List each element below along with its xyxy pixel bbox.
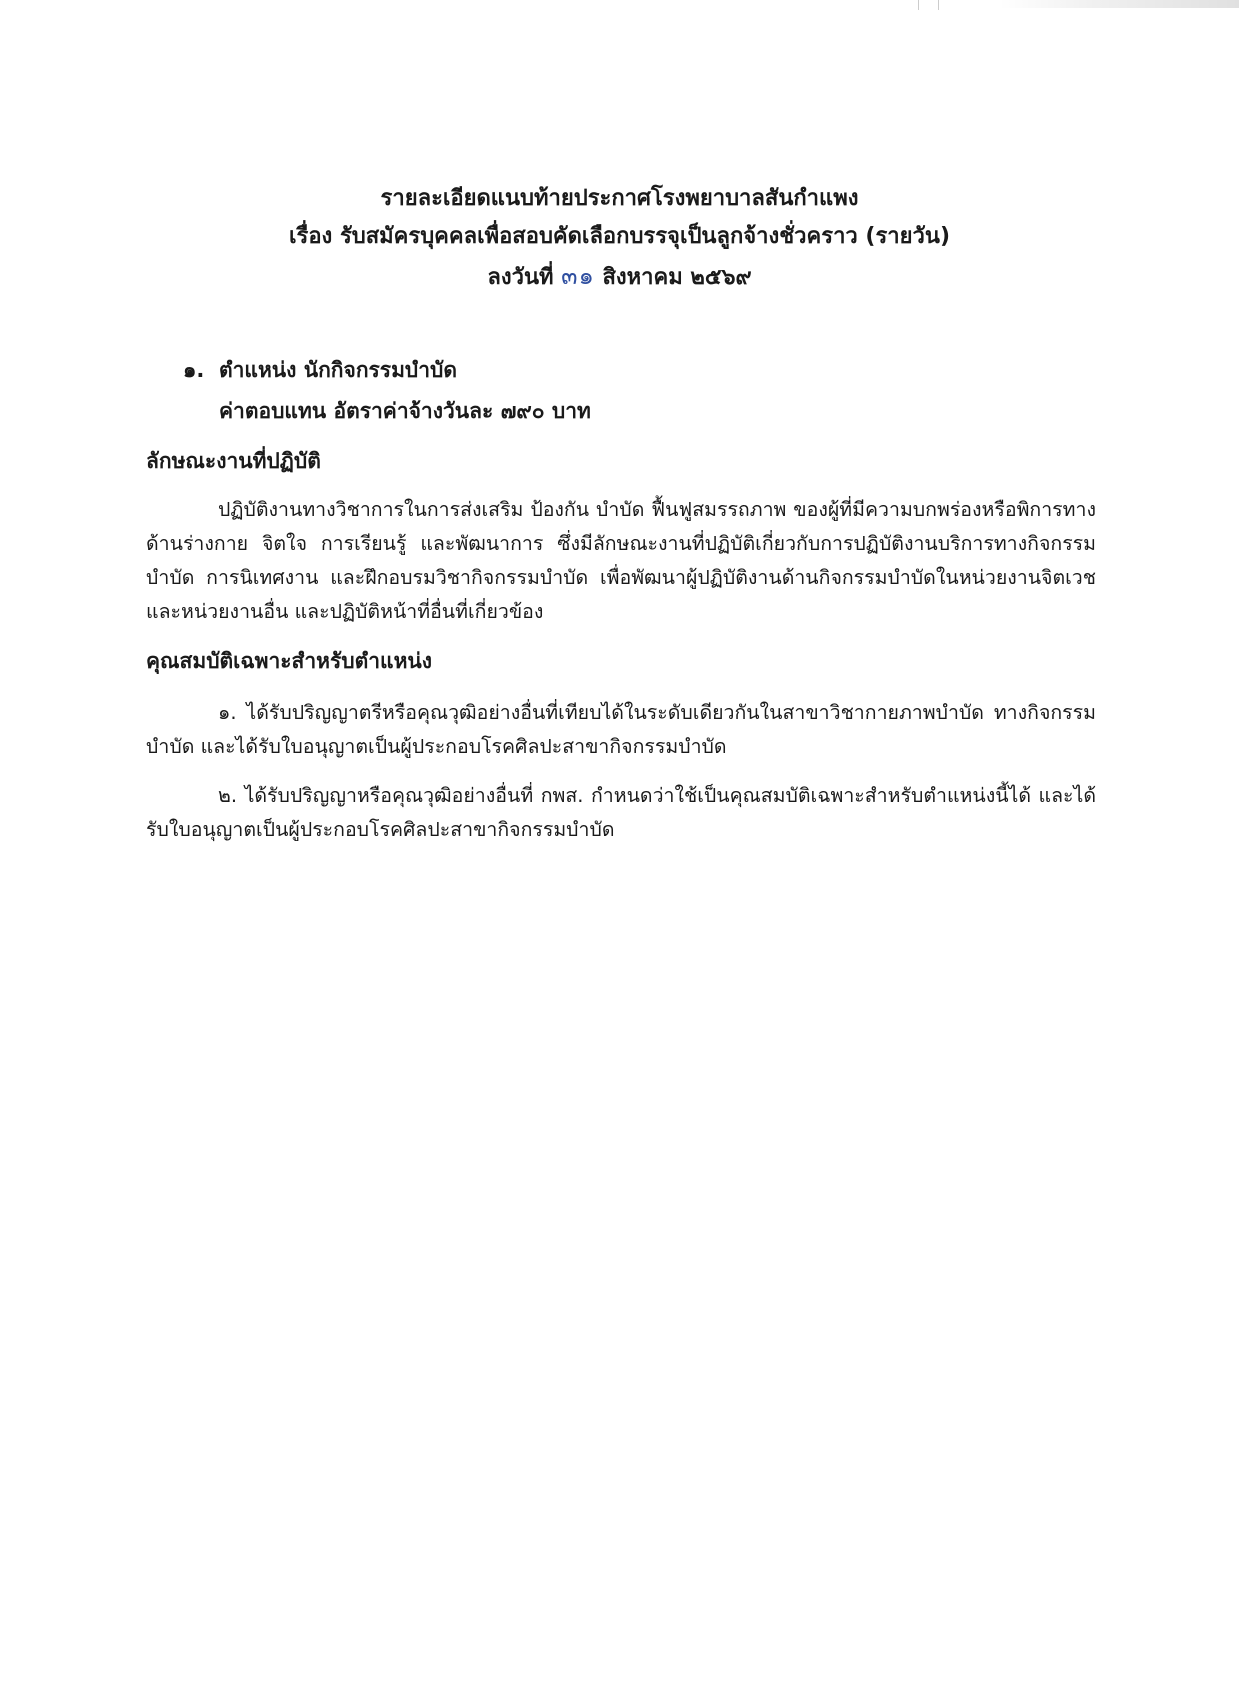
qualification-item-1 xyxy=(146,696,1096,764)
duties-heading: ลักษณะงานที่ปฏิบัติ xyxy=(146,449,321,473)
announcement-date xyxy=(0,259,1239,295)
qualification-item-2 xyxy=(146,779,1096,847)
date-prefix: ลงวันที่ xyxy=(487,265,554,290)
position-number: ๑. xyxy=(183,358,205,382)
qualifications-heading: คุณสมบัติเฉพาะสำหรับตำแหน่ง xyxy=(146,649,433,673)
position-title-text: ตำแหน่ง นักกิจกรรมบำบัด xyxy=(219,358,458,382)
announcement-title: รายละเอียดแนบท้ายประกาศโรงพยาบาลสันกำแพง xyxy=(380,186,859,211)
date-day-handwritten: ๓๑ xyxy=(561,262,595,290)
duties-paragraph xyxy=(146,493,1096,629)
position-title xyxy=(183,354,457,386)
qualification-text-2: ๒. ได้รับปริญญาหรือคุณวุฒิอย่างอื่นที่ กพส. กำหนดว่าใช้เป็นคุณสมบัติเฉพาะสำหรับตำแหน่งนี้ได้ และได้รับใบอนุญาตเป็นผู้ประกอบโรคศิลปะสาขากิจกรรมบำบัด xyxy=(146,784,1096,841)
qualification-text-1: ๑. ได้รับปริญญาตรีหรือคุณวุฒิอย่างอื่นที่เทียบได้ในระดับเดียวกันในสาขาวิชากายภาพบำบัด ทางกิจกรรมบำบัด และได้รับใบอนุญาตเป็นผู้ประกอบโรคศิลปะสาขากิจกรรมบำบัด xyxy=(146,701,1096,758)
announcement-subject: เรื่อง รับสมัครบุคคลเพื่อสอบคัดเลือกบรรจุเป็นลูกจ้างชั่วคราว (รายวัน) xyxy=(289,224,950,249)
scan-tick-mark xyxy=(918,0,919,10)
date-month-year: สิงหาคม ๒๕๖๙ xyxy=(602,265,752,290)
duties-text: ปฏิบัติงานทางวิชาการในการส่งเสริม ป้องกัน บำบัด ฟื้นฟูสมรรถภาพ ของผู้ที่มีความบกพร่องหรือพิการทางด้านร่างกาย จิตใจ การเรียนรู้ และพัฒนาการ ซึ่งมีลักษณะงานที่ปฏิบัติเกี่ยวกับการปฏิบัติงานบริการทางกิจกรรมบำบัด การนิเทศงาน และฝึกอบรมวิชากิจกรรมบำบัด เพื่อพัฒนาผู้ปฏิบัติงานด้านกิจกรรมบำบัดในหน่วยงานจิตเวช และหน่วยงานอื่น และปฏิบัติหน้าที่อื่นที่เกี่ยวข้อง xyxy=(146,498,1096,623)
scan-edge-mark xyxy=(999,0,1239,8)
scan-tick-mark xyxy=(938,0,939,10)
position-pay: ค่าตอบแทน อัตราค่าจ้างวันละ ๗๙๐ บาท xyxy=(219,399,591,423)
